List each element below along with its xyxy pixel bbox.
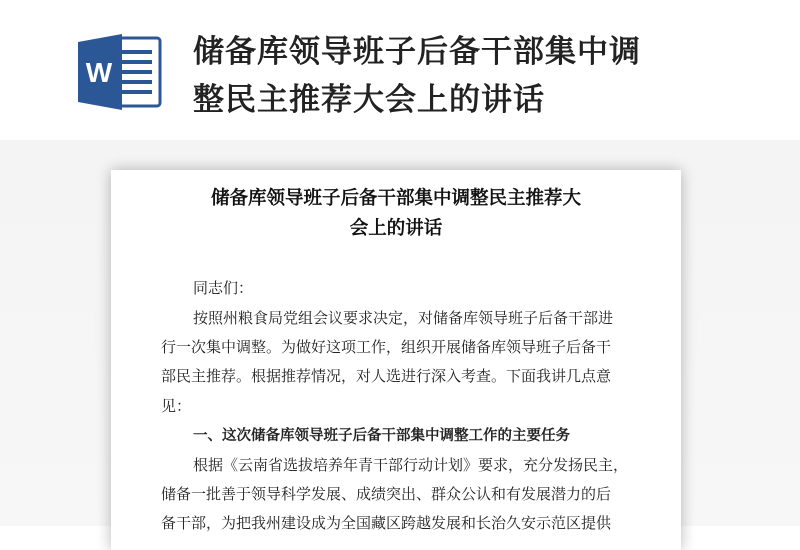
salutation: 同志们： [193, 279, 254, 297]
page-title-line-2: 整民主推荐大会上的讲话 [193, 82, 545, 118]
paragraph-line: 储备一批善于领导科学发展、成绩突出、群众公认和有发展潜力的后 [161, 485, 612, 503]
paragraph-line: 行一次集中调整。为做好这项工作，组织开展储备库领导班子后备干 [161, 338, 612, 356]
header [0, 0, 800, 140]
document-title-line-2: 会上的讲话 [349, 218, 443, 239]
paragraph-line: 根据《云南省选拔培养年青干部行动计划》要求，充分发扬民主， [193, 456, 629, 474]
paragraph-line: 部民主推荐。根据推荐情况，对人选进行深入考查。下面我讲几点意 [161, 367, 612, 385]
section-heading: 一、这次储备库领导班子后备干部集中调整工作的主要任务 [193, 428, 570, 444]
document-page [111, 170, 681, 550]
paragraph-line: 备干部，为把我州建设成为全国藏区跨越发展和长治久安示范区提供 [161, 514, 612, 532]
page-title-line-1: 储备库领导班子后备干部集中调 [193, 34, 641, 70]
word-icon-letter: W [85, 57, 113, 88]
document-title-line-1: 储备库领导班子后备干部集中调整民主推荐大 [210, 188, 581, 209]
document-title [111, 184, 681, 244]
page-title [193, 28, 753, 124]
paragraph-line: 按照州粮食局党组会议要求决定，对储备库领导班子后备干部进 [193, 309, 614, 327]
paragraph-line: 见： [161, 397, 192, 415]
word-icon [76, 32, 164, 112]
